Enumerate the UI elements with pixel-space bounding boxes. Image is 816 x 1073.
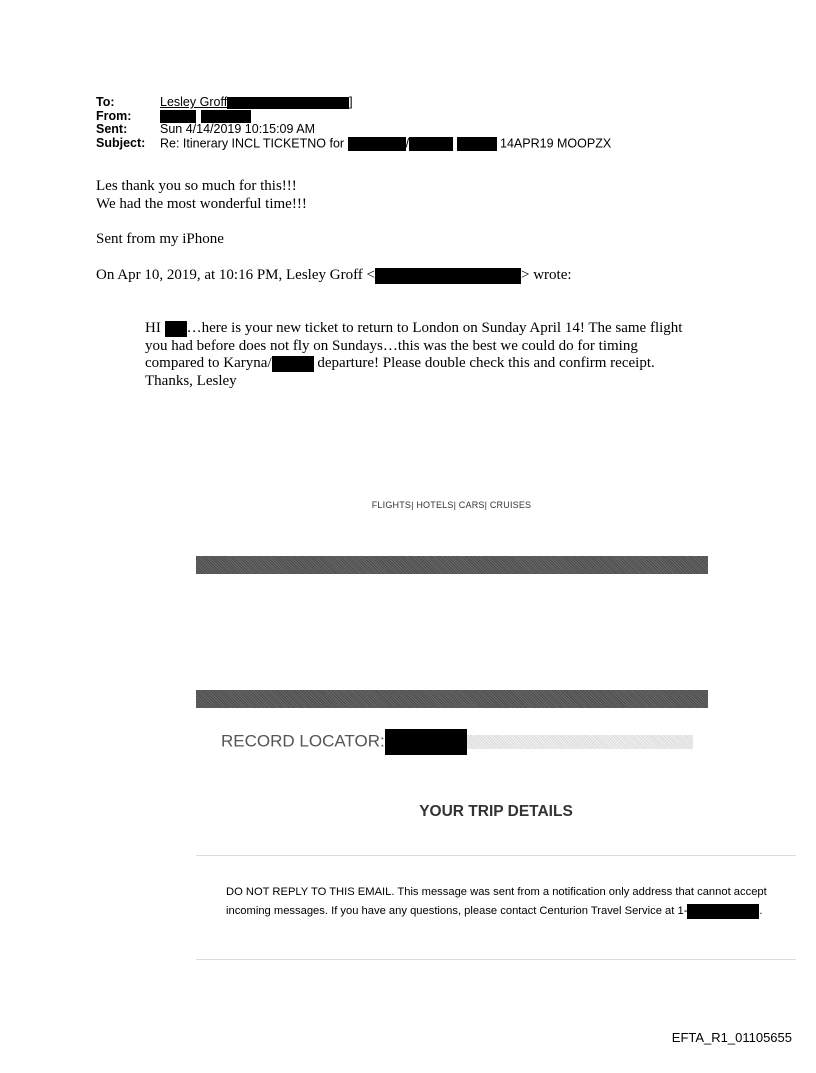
redaction-block	[227, 97, 349, 109]
to-label: To:	[96, 95, 115, 109]
reply-line-1: Les thank you so much for this!!!	[96, 178, 297, 194]
redaction-block	[409, 137, 453, 151]
itinerary-banner-bar-bottom	[196, 690, 708, 708]
redaction-block	[457, 137, 497, 151]
sent-label: Sent:	[96, 122, 128, 136]
to-value	[160, 96, 353, 110]
from-value	[160, 110, 251, 124]
divider-top	[196, 855, 796, 856]
quote-intro-prefix: On Apr 10, 2019, at 10:16 PM, Lesley Groff <	[96, 267, 375, 283]
subject-label: Subject:	[96, 135, 146, 150]
subject-value	[160, 137, 611, 151]
record-locator-label: RECORD LOCATOR:	[221, 731, 385, 751]
reply-line-2: We had the most wonderful time!!!	[96, 196, 307, 212]
document-id: EFTA_R1_01105655	[671, 1030, 792, 1045]
record-locator-hatch	[467, 735, 693, 749]
notice-end: .	[759, 905, 763, 917]
quote-intro-suffix: > wrote:	[521, 267, 572, 283]
reply-body	[96, 177, 307, 213]
redaction-block	[348, 137, 406, 151]
divider-bottom	[196, 959, 796, 960]
redaction-block	[385, 729, 467, 755]
itinerary-banner-bar-top	[196, 556, 708, 574]
reply-signature: Sent from my iPhone	[96, 231, 224, 247]
subject-slash: /	[405, 135, 410, 150]
notice-text: DO NOT REPLY TO THIS EMAIL. This message was sent from a notification only address that cannot accept incoming messages. If you have any questions, please contact Centurion Travel Service at 1-	[226, 886, 767, 917]
quoted-greeting: HI	[145, 320, 161, 336]
quoted-message	[145, 320, 685, 390]
redaction-block	[160, 110, 196, 123]
subject-suffix: 14APR19 MOOPZX	[500, 135, 612, 150]
quoted-part-1: …here is your new ticket to return to London on Sunday April 14! The same flight you had before does not fly on Sundays…this was the best we could do for timing compared to Karyna/	[145, 320, 683, 371]
from-label: From:	[96, 108, 132, 123]
quoted-part-2: departure! Please double check this and confirm receipt. Thanks, Lesley	[145, 355, 655, 389]
redaction-block	[201, 110, 251, 123]
no-reply-notice	[226, 883, 776, 921]
record-locator	[221, 729, 693, 755]
sent-value: Sun 4/14/2019 10:15:09 AM	[160, 122, 315, 136]
quote-intro	[96, 266, 572, 284]
redaction-block	[272, 356, 314, 372]
to-name[interactable]: Lesley Groff	[160, 95, 228, 109]
redaction-block	[687, 904, 759, 919]
itinerary-nav-links[interactable]: FLIGHTS| HOTELS| CARS| CRUISES	[371, 500, 532, 510]
redaction-block	[375, 268, 521, 284]
subject-prefix: Re: Itinerary INCL TICKETNO for	[160, 135, 345, 150]
redaction-block	[165, 321, 187, 337]
to-bracket: ]	[349, 95, 353, 109]
trip-details-heading: YOUR TRIP DETAILS	[419, 803, 573, 820]
